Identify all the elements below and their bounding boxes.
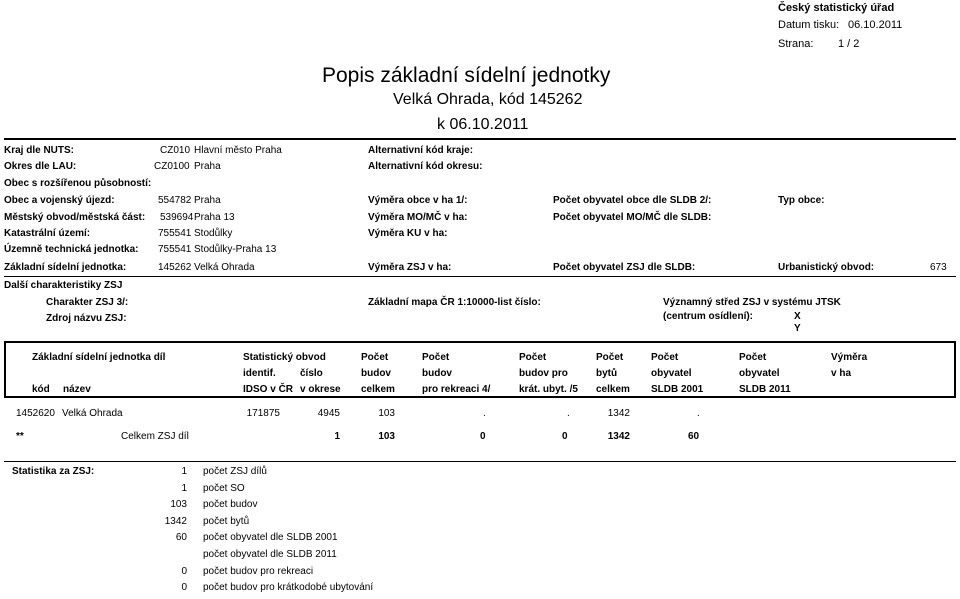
zsj-label: Základní sídelní jednotka: — [4, 262, 127, 273]
orp-label: Obec s rozšířenou působností: — [4, 178, 152, 189]
col-sldb2001-1: Počet — [651, 352, 679, 363]
mapa-label: Základní mapa ČR 1:10000-list číslo: — [368, 297, 541, 308]
coord-x: X — [794, 311, 801, 322]
alt-kraj-label: Alternativní kód kraje: — [368, 145, 474, 156]
row-idso: 171875 — [246, 408, 280, 419]
table-bottom-border — [4, 396, 956, 398]
obec-label: Obec a vojenský újezd: — [4, 195, 115, 206]
row-budovy: 103 — [378, 408, 395, 419]
utj-name: Stodůlky-Praha 13 — [194, 244, 277, 255]
print-date-label: Datum tisku: — [778, 19, 840, 31]
total-mark: ** — [16, 431, 24, 442]
col-cislo: číslo — [300, 368, 323, 379]
col-v-okrese: v okrese — [300, 384, 341, 395]
stats-value: 0 — [181, 582, 187, 594]
col-vymera-1: Výměra — [831, 352, 868, 363]
obec-name: Praha — [194, 195, 221, 206]
as-of-date: k 06.10.2011 — [437, 116, 529, 133]
page-title: Popis základní sídelní jednotky — [322, 64, 611, 87]
lau-label: Okres dle LAU: — [4, 161, 77, 172]
pocet-mo-label: Počet obyvatel MO/MČ dle SLDB: — [553, 212, 712, 223]
col-sldb2001-2: obyvatel — [651, 368, 692, 379]
col-zsj-dil: Základní sídelní jednotka díl — [32, 352, 166, 363]
charakter-label: Charakter ZSJ 3/: — [46, 297, 129, 308]
col-ubyt-3: krát. ubyt. /5 — [519, 384, 578, 395]
vymera-obce-label: Výměra obce v ha 1/: — [368, 195, 468, 206]
col-budov-2: budov — [361, 368, 391, 379]
mo-label: Městský obvod/městská část: — [4, 212, 146, 223]
col-stat-obvod: Statistický obvod — [243, 352, 326, 363]
zdroj-label: Zdroj názvu ZSJ: — [46, 313, 127, 324]
stats-value: 103 — [170, 499, 187, 511]
lau-name: Praha — [194, 161, 221, 172]
col-ubyt-2: budov pro — [519, 368, 568, 379]
col-budov-1: Počet — [361, 352, 389, 363]
zsj-code: 145262 — [158, 262, 192, 273]
vymera-ku-label: Výměra KU v ha: — [368, 228, 448, 239]
vymera-zsj-label: Výměra ZSJ v ha: — [368, 262, 452, 273]
lau-code: CZ0100 — [154, 161, 190, 172]
stats-value: 0 — [181, 565, 187, 577]
stats-value: 60 — [175, 532, 187, 544]
pocet-obce-label: Počet obyvatel obce dle SLDB 2/: — [553, 195, 712, 206]
col-kod: kód — [32, 384, 50, 395]
total-budovy: 103 — [378, 431, 395, 442]
stats-item-label: počet bytů — [203, 515, 250, 527]
col-idso: IDSO v ČR — [243, 384, 294, 395]
col-rekreace-2: budov — [422, 368, 452, 379]
nuts-label: Kraj dle NUTS: — [4, 145, 75, 156]
print-date: 06.10.2011 — [848, 19, 903, 31]
ku-label: Katastrální území: — [4, 228, 91, 239]
row-nazev: Velká Ohrada — [62, 408, 123, 419]
page-label: Strana: — [778, 38, 814, 50]
total-label: Celkem ZSJ díl — [121, 431, 189, 442]
utj-label: Územně technická jednotka: — [4, 244, 139, 255]
stats-item-label: počet obyvatel dle SLDB 2001 — [203, 532, 338, 544]
stats-item-label: počet budov pro rekreaci — [203, 565, 314, 577]
total-cislo: 1 — [334, 431, 340, 442]
col-sldb2011-1: Počet — [739, 352, 767, 363]
stats-item-label: počet SO — [203, 482, 245, 494]
stats-item-label: počet obyvatel dle SLDB 2011 — [203, 549, 337, 560]
stats-value: 1 — [181, 466, 187, 477]
total-rekreace: 0 — [480, 431, 486, 442]
alt-okres-label: Alternativní kód okresu: — [368, 161, 483, 172]
obec-code: 554782 — [158, 195, 192, 206]
row-ubyt: . — [567, 408, 570, 419]
pocet-zsj-label: Počet obyvatel ZSJ dle SLDB: — [553, 262, 696, 273]
row-byty: 1342 — [607, 408, 630, 419]
divider — [4, 461, 956, 462]
mo-name: Praha 13 — [194, 212, 235, 223]
total-sldb2001: 60 — [688, 431, 700, 442]
table-top-border — [4, 341, 956, 343]
typ-obce-label: Typ obce: — [778, 195, 825, 206]
divider — [4, 138, 956, 140]
divider — [4, 276, 956, 277]
col-byty-1: Počet — [596, 352, 624, 363]
ku-name: Stodůlky — [194, 228, 233, 239]
vymera-mo-label: Výměra MO/MČ v ha: — [368, 212, 468, 223]
further-heading: Další charakteristiky ZSJ — [4, 280, 123, 291]
col-sldb2001-3: SLDB 2001 — [651, 384, 704, 395]
stats-value: 1 — [181, 482, 187, 494]
table-right-border — [954, 341, 956, 397]
col-byty-2: bytů — [596, 368, 618, 379]
ku-code: 755541 — [158, 228, 192, 239]
urb-label: Urbanistický obvod: — [778, 262, 875, 273]
zsj-name: Velká Ohrada — [194, 262, 255, 273]
col-rekreace-1: Počet — [422, 352, 450, 363]
col-rekreace-3: pro rekreaci 4/ — [422, 384, 491, 395]
col-sldb2011-2: obyvatel — [739, 368, 780, 379]
stats-item-label: počet budov pro krátkodobé ubytování — [203, 582, 374, 594]
urb-value: 673 — [930, 262, 947, 273]
stats-label: Statistika za ZSJ: — [12, 466, 95, 477]
col-byty-3: celkem — [596, 384, 630, 395]
col-vymera-2: v ha — [831, 368, 852, 379]
total-ubyt: 0 — [562, 431, 568, 442]
stats-item-label: počet budov — [203, 499, 258, 511]
mo-code: 539694 — [160, 212, 194, 223]
row-okres: 4945 — [317, 408, 340, 419]
total-byty: 1342 — [607, 431, 630, 442]
row-kod: 1452620 — [16, 408, 55, 419]
nuts-code: CZ010 — [160, 145, 191, 156]
col-sldb2011-3: SLDB 2011 — [739, 384, 791, 395]
row-sldb2001: . — [697, 408, 700, 419]
office-name: Český statistický úřad — [778, 2, 895, 14]
stred-sub: (centrum osídlení): — [663, 311, 754, 322]
nuts-name: Hlavní město Praha — [194, 145, 282, 156]
col-nazev: název — [63, 384, 91, 395]
coord-y: Y — [794, 323, 801, 334]
stats-item-label: počet ZSJ dílů — [203, 466, 267, 477]
page-subtitle: Velká Ohrada, kód 145262 — [393, 91, 583, 108]
stred-label: Významný střed ZSJ v systému JTSK — [663, 297, 841, 308]
utj-code: 755541 — [158, 244, 192, 255]
col-ubyt-1: Počet — [519, 352, 547, 363]
col-identif: identif. — [243, 368, 276, 379]
row-rekreace: . — [483, 408, 486, 419]
table-left-border — [4, 341, 6, 397]
stats-value: 1342 — [164, 515, 187, 527]
col-budov-3: celkem — [361, 384, 395, 395]
page-number: 1 / 2 — [838, 38, 860, 50]
